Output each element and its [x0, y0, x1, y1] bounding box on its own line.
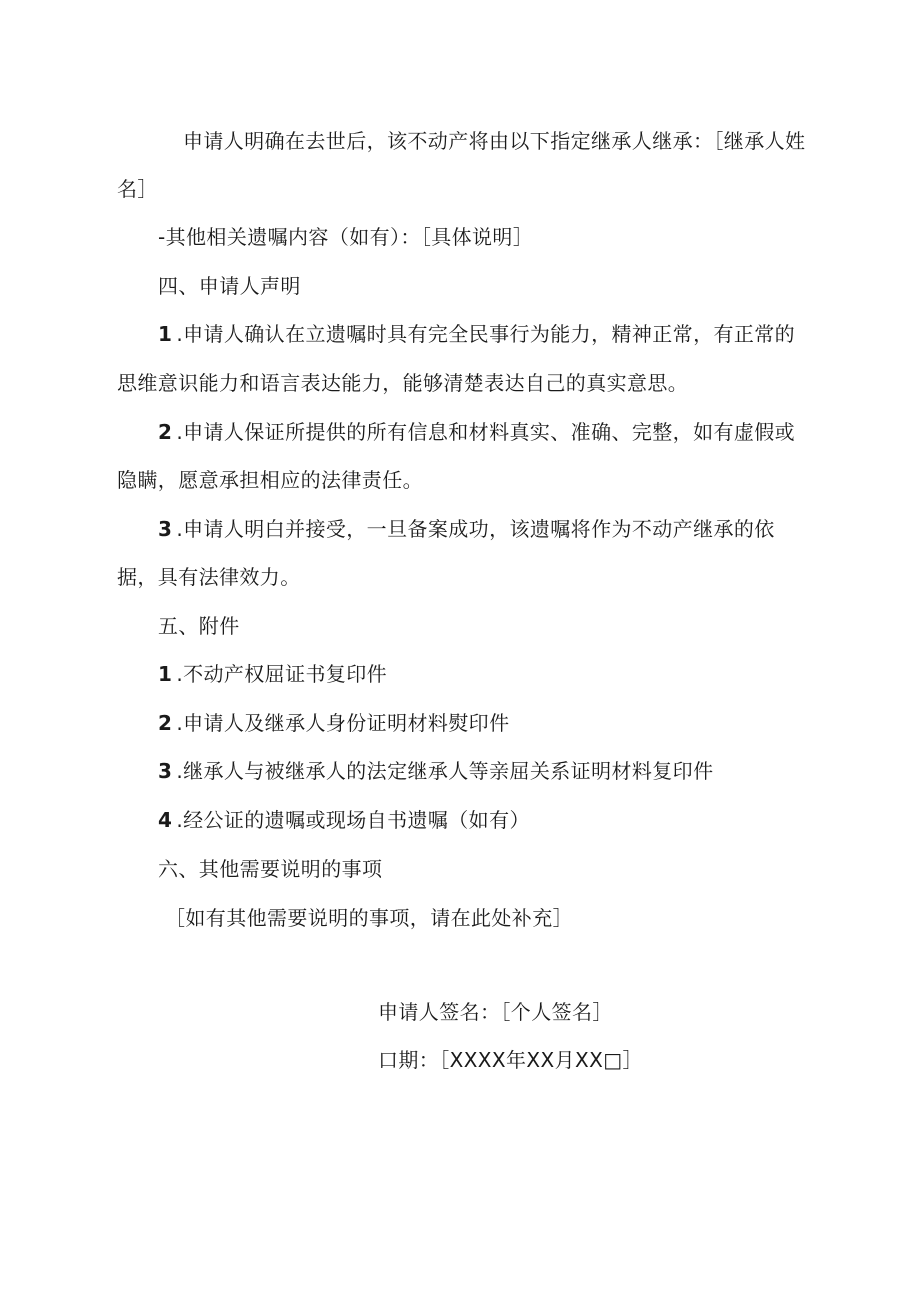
item-text: .经公证的遗嘱或现场自书遗嘱（如有） [176, 808, 530, 832]
item-number: 3 [158, 517, 173, 541]
declaration-item-3 [158, 517, 775, 541]
item-text: .申请人明白并接受，一旦备案成功，该遗嘱将作为不动产继承的依 [176, 517, 775, 541]
attachment-item-3 [158, 759, 714, 783]
declaration-item-2 [158, 420, 795, 444]
attachment-item-2 [158, 711, 510, 735]
other-will-content: -其他相关遗嘱内容（如有）：［具体说明］ [158, 225, 534, 249]
item-text: .不动产权屈证书复印件 [176, 662, 388, 686]
item-number: 1 [158, 322, 173, 346]
section6-placeholder: ［如有其他需要说明的事项，请在此处补充］ [165, 906, 573, 930]
declaration-item-1 [158, 322, 795, 346]
declaration-item-3-cont: 据，具有法律效力。 [117, 565, 301, 589]
heir-paragraph-line1: 申请人明确在去世后，该不动产将由以下指定继承人继承：［继承人姓 [183, 129, 806, 153]
section5-heading: 五、附件 [158, 614, 240, 638]
declaration-item-1-cont: 思维意识能力和语言表达能力，能够清楚表达自己的真实意思。 [117, 371, 689, 395]
item-number: 1 [158, 662, 173, 686]
item-number: 3 [158, 759, 173, 783]
declaration-item-2-cont: 隐瞒，愿意承担相应的法律责任。 [117, 468, 423, 492]
date-line: 口期：［XXXX年XX月XX□］ [378, 1048, 643, 1072]
section4-heading: 四、申请人声明 [158, 274, 301, 298]
item-text: .申请人确认在立遗嘱时具有完全民事行为能力，精神正常，有正常的 [176, 322, 796, 346]
heir-paragraph-line2: 名］ [117, 177, 158, 201]
item-number: 4 [158, 808, 173, 832]
attachment-item-4 [158, 808, 530, 832]
item-number: 2 [158, 711, 173, 735]
signature-line: 申请人签名：［个人签名］ [378, 1000, 613, 1024]
item-number: 2 [158, 420, 173, 444]
item-text: .继承人与被继承人的法定继承人等亲屈关系证明材料复印件 [176, 759, 714, 783]
attachment-item-1 [158, 662, 387, 686]
item-text: .申请人及继承人身份证明材料熨印件 [176, 711, 510, 735]
section6-heading: 六、其他需要说明的事项 [158, 857, 383, 881]
item-text: .申请人保证所提供的所有信息和材料真实、准确、完整，如有虚假或 [176, 420, 796, 444]
